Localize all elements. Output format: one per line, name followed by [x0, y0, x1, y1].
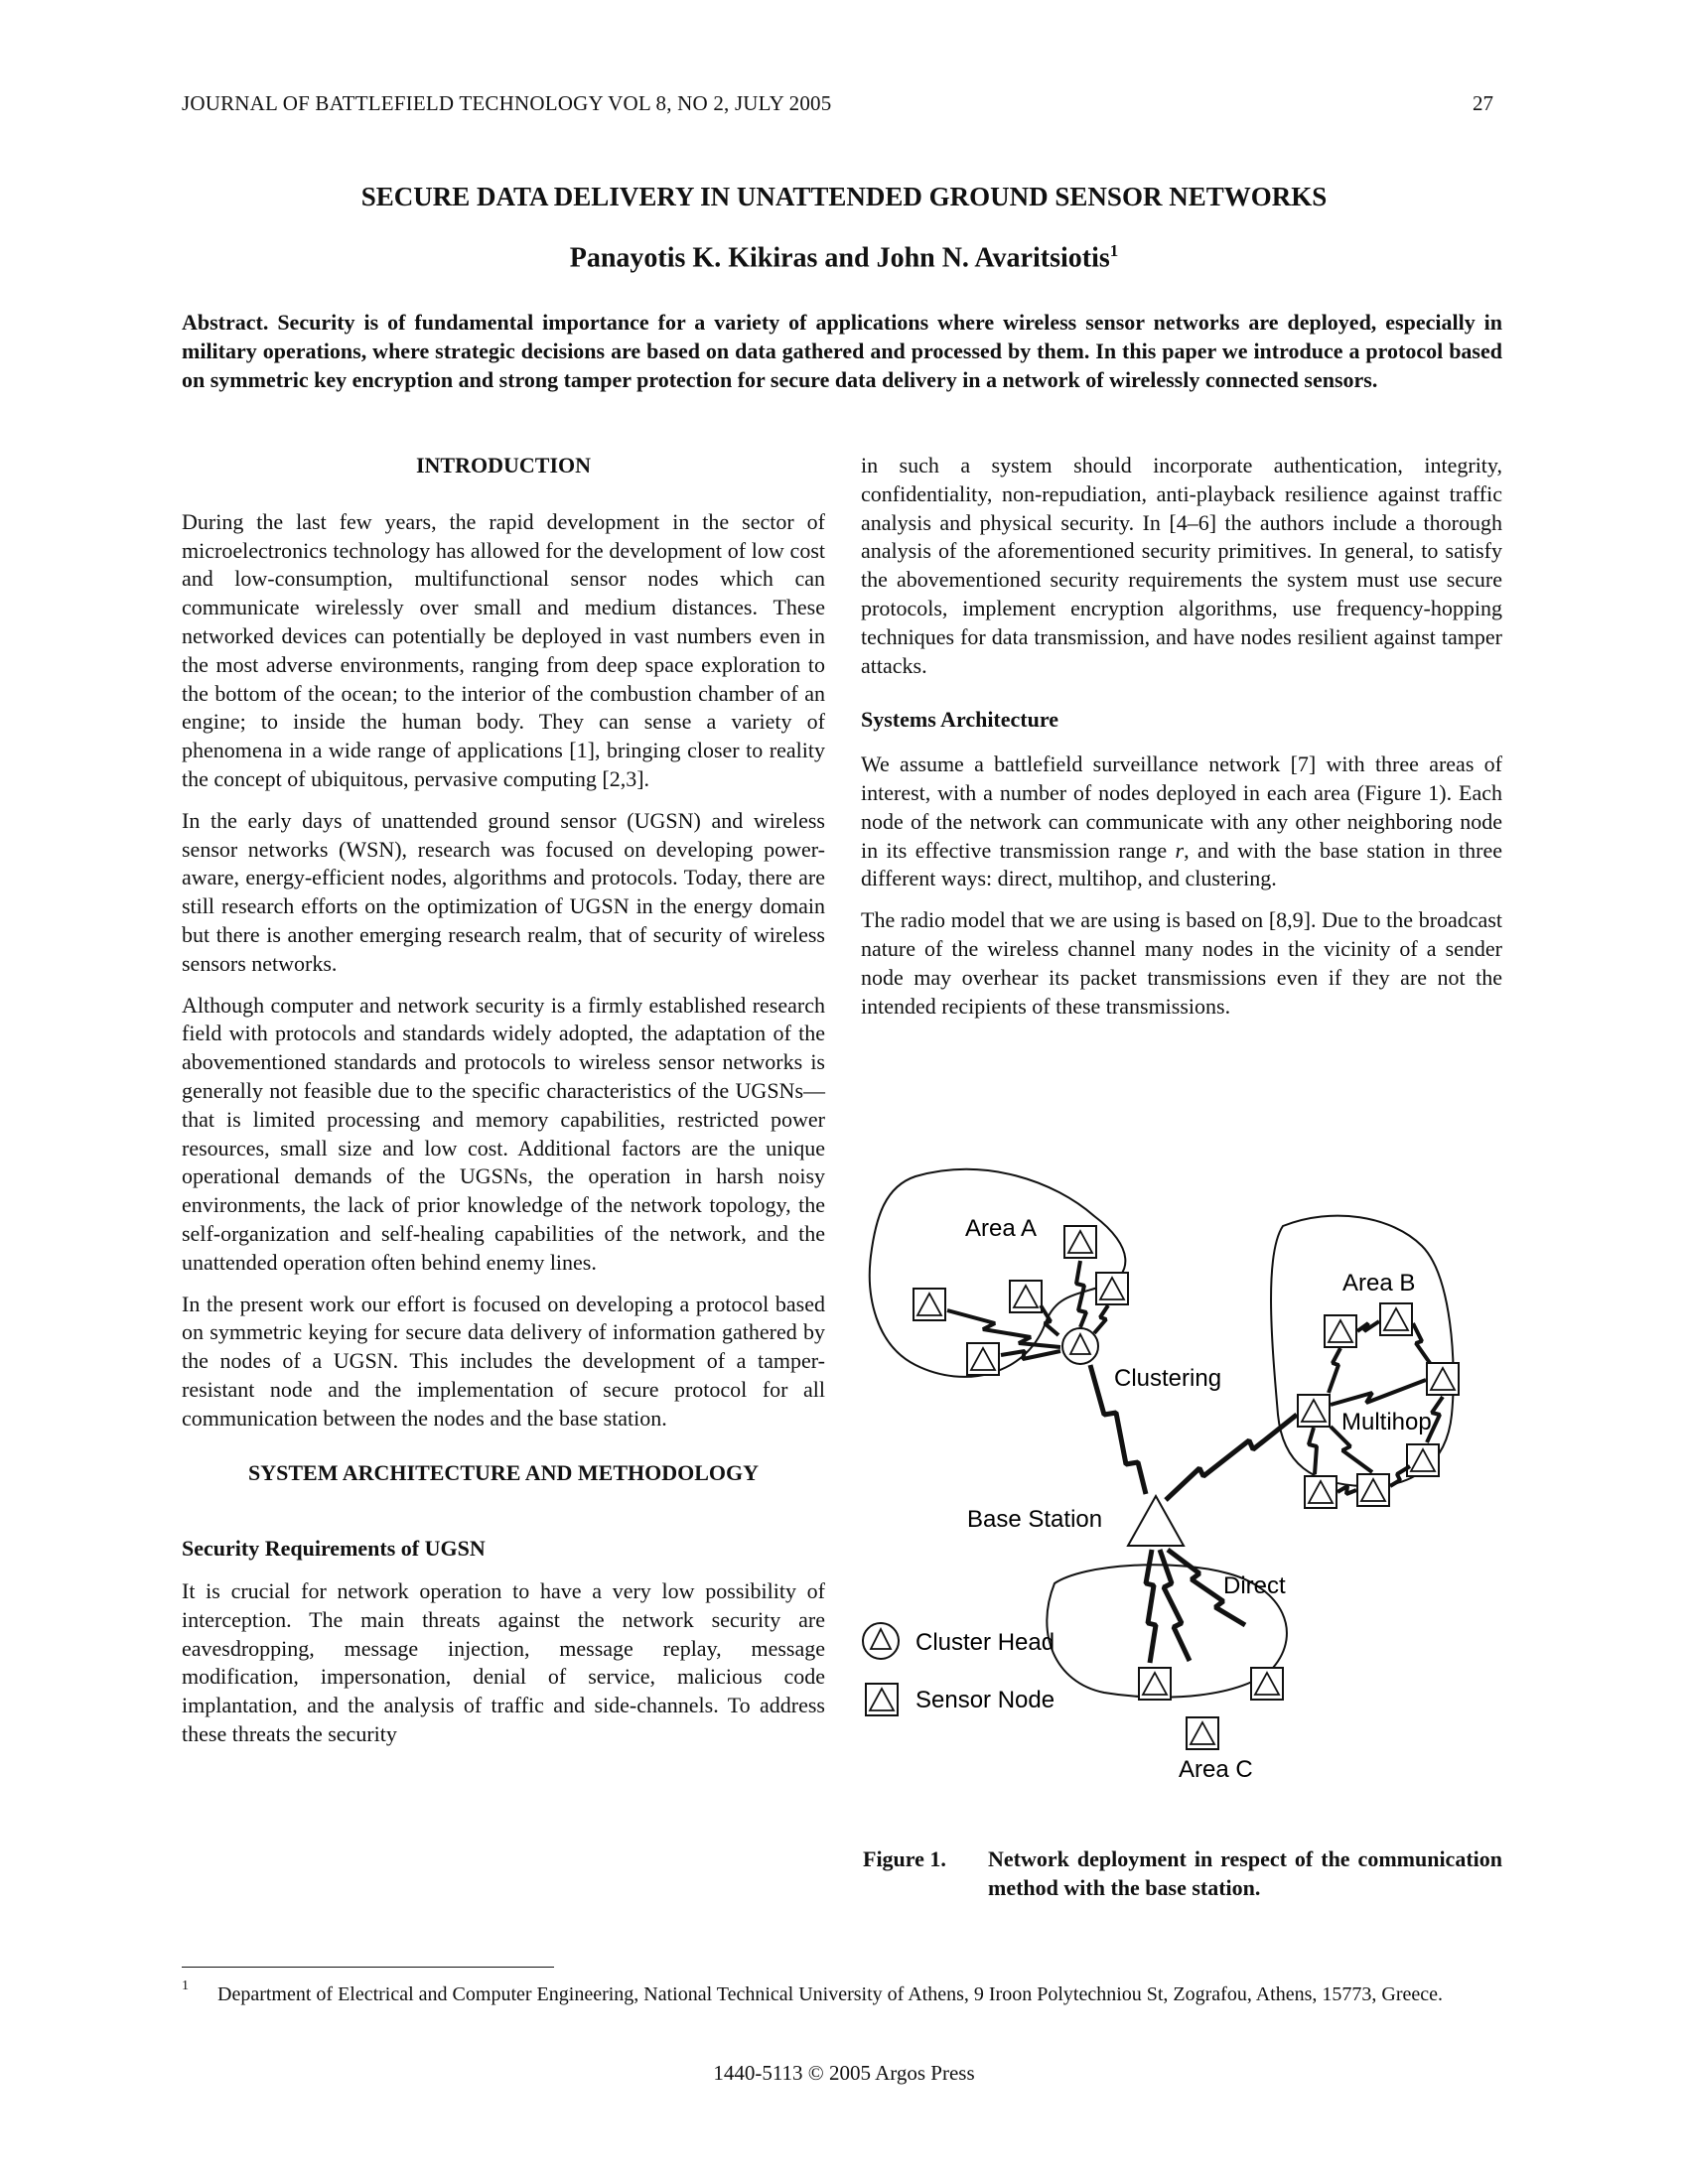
- security-requirements-heading: Security Requirements of UGSN: [182, 1536, 486, 1562]
- area-b-sensor-node: [1298, 1395, 1330, 1427]
- area-b-sensor-node: [1380, 1303, 1412, 1335]
- legend-sensor-node-symbol: [866, 1684, 898, 1715]
- author-footnote-mark: 1: [1109, 241, 1119, 260]
- legend-cluster-head-label: Cluster Head: [915, 1629, 1055, 1656]
- network-deployment-diagram: [856, 1166, 1511, 1802]
- area-b-sensor-node: [1357, 1474, 1389, 1506]
- caption-text: Network deployment in respect of the communication method with the base station.: [988, 1846, 1502, 1900]
- area-c-label: Area C: [1179, 1756, 1253, 1783]
- area-a-label: Area A: [965, 1215, 1038, 1242]
- paper-title: SECURE DATA DELIVERY IN UNATTENDED GROUND SENSOR NETWORKS: [360, 182, 1328, 211]
- area-b-sensor-node: [1407, 1444, 1439, 1476]
- base-station-label: Base Station: [967, 1506, 1103, 1533]
- figure-caption: [863, 1844, 1502, 1902]
- footnote-rule: [182, 1967, 554, 1968]
- base-station: [1128, 1496, 1184, 1546]
- multihop-to-base-link: [1166, 1415, 1297, 1500]
- area-a-cluster-head: [1062, 1328, 1098, 1364]
- area-a-sensor-node: [967, 1343, 999, 1375]
- figure-1: [856, 1166, 1511, 1802]
- page-number: 27: [1473, 91, 1493, 115]
- area-b-label: Area B: [1342, 1270, 1416, 1297]
- area-b-sensor-node: [1325, 1315, 1356, 1347]
- abstract: Abstract. Security is of fundamental importance for a variety of applications where wireless sensor networks are deployed, especially in military operations, where strategic decisions are based on data gathered and processed by them. In this paper we introduce a protocol based on symmetric key encryption and strong tamper protection for secure data delivery in a network of wirelessly connected sensors.: [182, 310, 1502, 392]
- clustering-label: Clustering: [1114, 1365, 1222, 1392]
- caption-label: Figure 1.: [863, 1846, 946, 1871]
- intro-paragraph-2: In the early days of unattended ground sensor (UGSN) and wireless sensor networks (WSN), research was focused on developing power-aware, energy-efficient nodes, algorithms and protocols. Today, there are still research efforts on the optimization of UGSN in the energy domain but there is another emerging research realm, that of security of wireless sensors networks.: [182, 807, 825, 976]
- intro-paragraph-1: During the last few years, the rapid development in the sector of microelectronics technology has allowed for the development of low cost and low-consumption, multifunctional sensor nodes which can communicate wirelessly over small and medium distances. These networked devices can potentially be deployed in vast numbers even in the most adverse environments, ranging from deep space exploration to the bottom of the ocean; to the interior of the combustion chamber of an engine; to inside the human body. They can sense a variety of phenomena in a wide range of applications [1], bringing closer to reality the concept of ubiquitous, pervasive computing [2,3].: [182, 508, 825, 791]
- introduction-heading: INTRODUCTION: [415, 453, 592, 478]
- architecture-paragraph-2: The radio model that we are using is based on [8,9]. Due to the broadcast nature of the wireless channel many nodes in the vicinity of a sender node may overhear its packet transmissions even if they are not the intended recipients of these transmissions.: [861, 907, 1502, 1019]
- area-a-sensor-node: [1010, 1281, 1042, 1312]
- author-line: [0, 241, 1688, 274]
- area-c-sensor-node: [1139, 1668, 1171, 1700]
- area-c-sensor-node: [1251, 1668, 1283, 1700]
- security-requirements-paragraph: It is crucial for network operation to have a very low possibility of interception. The main threats against the network security are eavesdropping, message injection, message replay, message modification, impersonation, denial of service, malicious code implantation, and the analysis of traffic and side-channels. To address these threats the security: [182, 1578, 825, 1747]
- range-variable: r: [1175, 837, 1185, 863]
- footnote-mark: 1: [182, 1979, 189, 1993]
- systems-architecture-heading: Systems Architecture: [861, 707, 1058, 733]
- legend-sensor-node-label: Sensor Node: [915, 1687, 1055, 1713]
- area-c-sensor-node: [1187, 1717, 1218, 1749]
- area-b-sensor-node: [1427, 1363, 1459, 1395]
- authors: Panayotis K. Kikiras and John N. Avaritsiotis: [569, 242, 1110, 274]
- right-column: [861, 452, 1502, 1033]
- area-a-sensor-node: [1064, 1226, 1096, 1258]
- intro-paragraph-3: Although computer and network security is a firmly established research field with protocols and standards widely adopted, the adaptation of the abovementioned standards and protocols to wireless sensor networks is generally not feasible due to the specific characteristics of the UGSNs—that is limited processing and memory capabilities, restricted power resources, small size and low cost. Additional factors are the unique operational demands of the UGSNs, the operation in harsh noisy environments, the lack of prior knowledge of the network topology, the self-organization and self-healing capabilities of the network, and the unattended operation often behind enemy lines.: [182, 992, 825, 1275]
- running-head: JOURNAL OF BATTLEFIELD TECHNOLOGY VOL 8, NO 2, JULY 2005: [182, 91, 832, 115]
- area-a-sensor-node: [914, 1289, 945, 1320]
- direct-label: Direct: [1223, 1572, 1286, 1599]
- architecture-paragraph-1: We assume a battlefield surveillance network [7] with three areas of interest, with a number of nodes deployed in each area (Figure 1). Each node of the network can communicate with any other neighboring node in its effective transmission range r, and with the base station in three different ways: direct, multihop, and clustering.: [861, 751, 1502, 891]
- area-b-sensor-node: [1305, 1476, 1336, 1508]
- system-architecture-heading: SYSTEM ARCHITECTURE AND METHODOLOGY: [247, 1459, 760, 1485]
- left-column: [182, 452, 825, 1762]
- copyright-footer: 1440-5113 © 2005 Argos Press: [713, 2061, 975, 2085]
- multihop-label: Multihop: [1341, 1409, 1432, 1435]
- footnote-text: Department of Electrical and Computer Engineering, National Technical University of Athens, 9 Iroon Polytechniou St, Zografou, Athens, 15773, Greece.: [217, 1983, 1444, 2005]
- intro-paragraph-4: In the present work our effort is focused on developing a protocol based on symmetric keying for secure data delivery of information gathered by the nodes of a UGSN. This includes the development of a tamper-resistant node and the implementation of secure protocol for all communication between the nodes and the base station.: [182, 1291, 825, 1431]
- legend-cluster-head-symbol: [863, 1623, 899, 1659]
- security-continued-paragraph: in such a system should incorporate authentication, integrity, confidentiality, non-repudiation, anti-playback resilience against traffic analysis and physical security. In [4–6] the authors include a thorough analysis of the aforementioned security primitives. In general, to satisfy the abovementioned security requirements the system must use secure protocols, implement encryption algorithms, use frequency-hopping techniques for data transmission, and have nodes resilient against tamper attacks.: [861, 453, 1502, 678]
- area-a-sensor-node: [1096, 1273, 1128, 1304]
